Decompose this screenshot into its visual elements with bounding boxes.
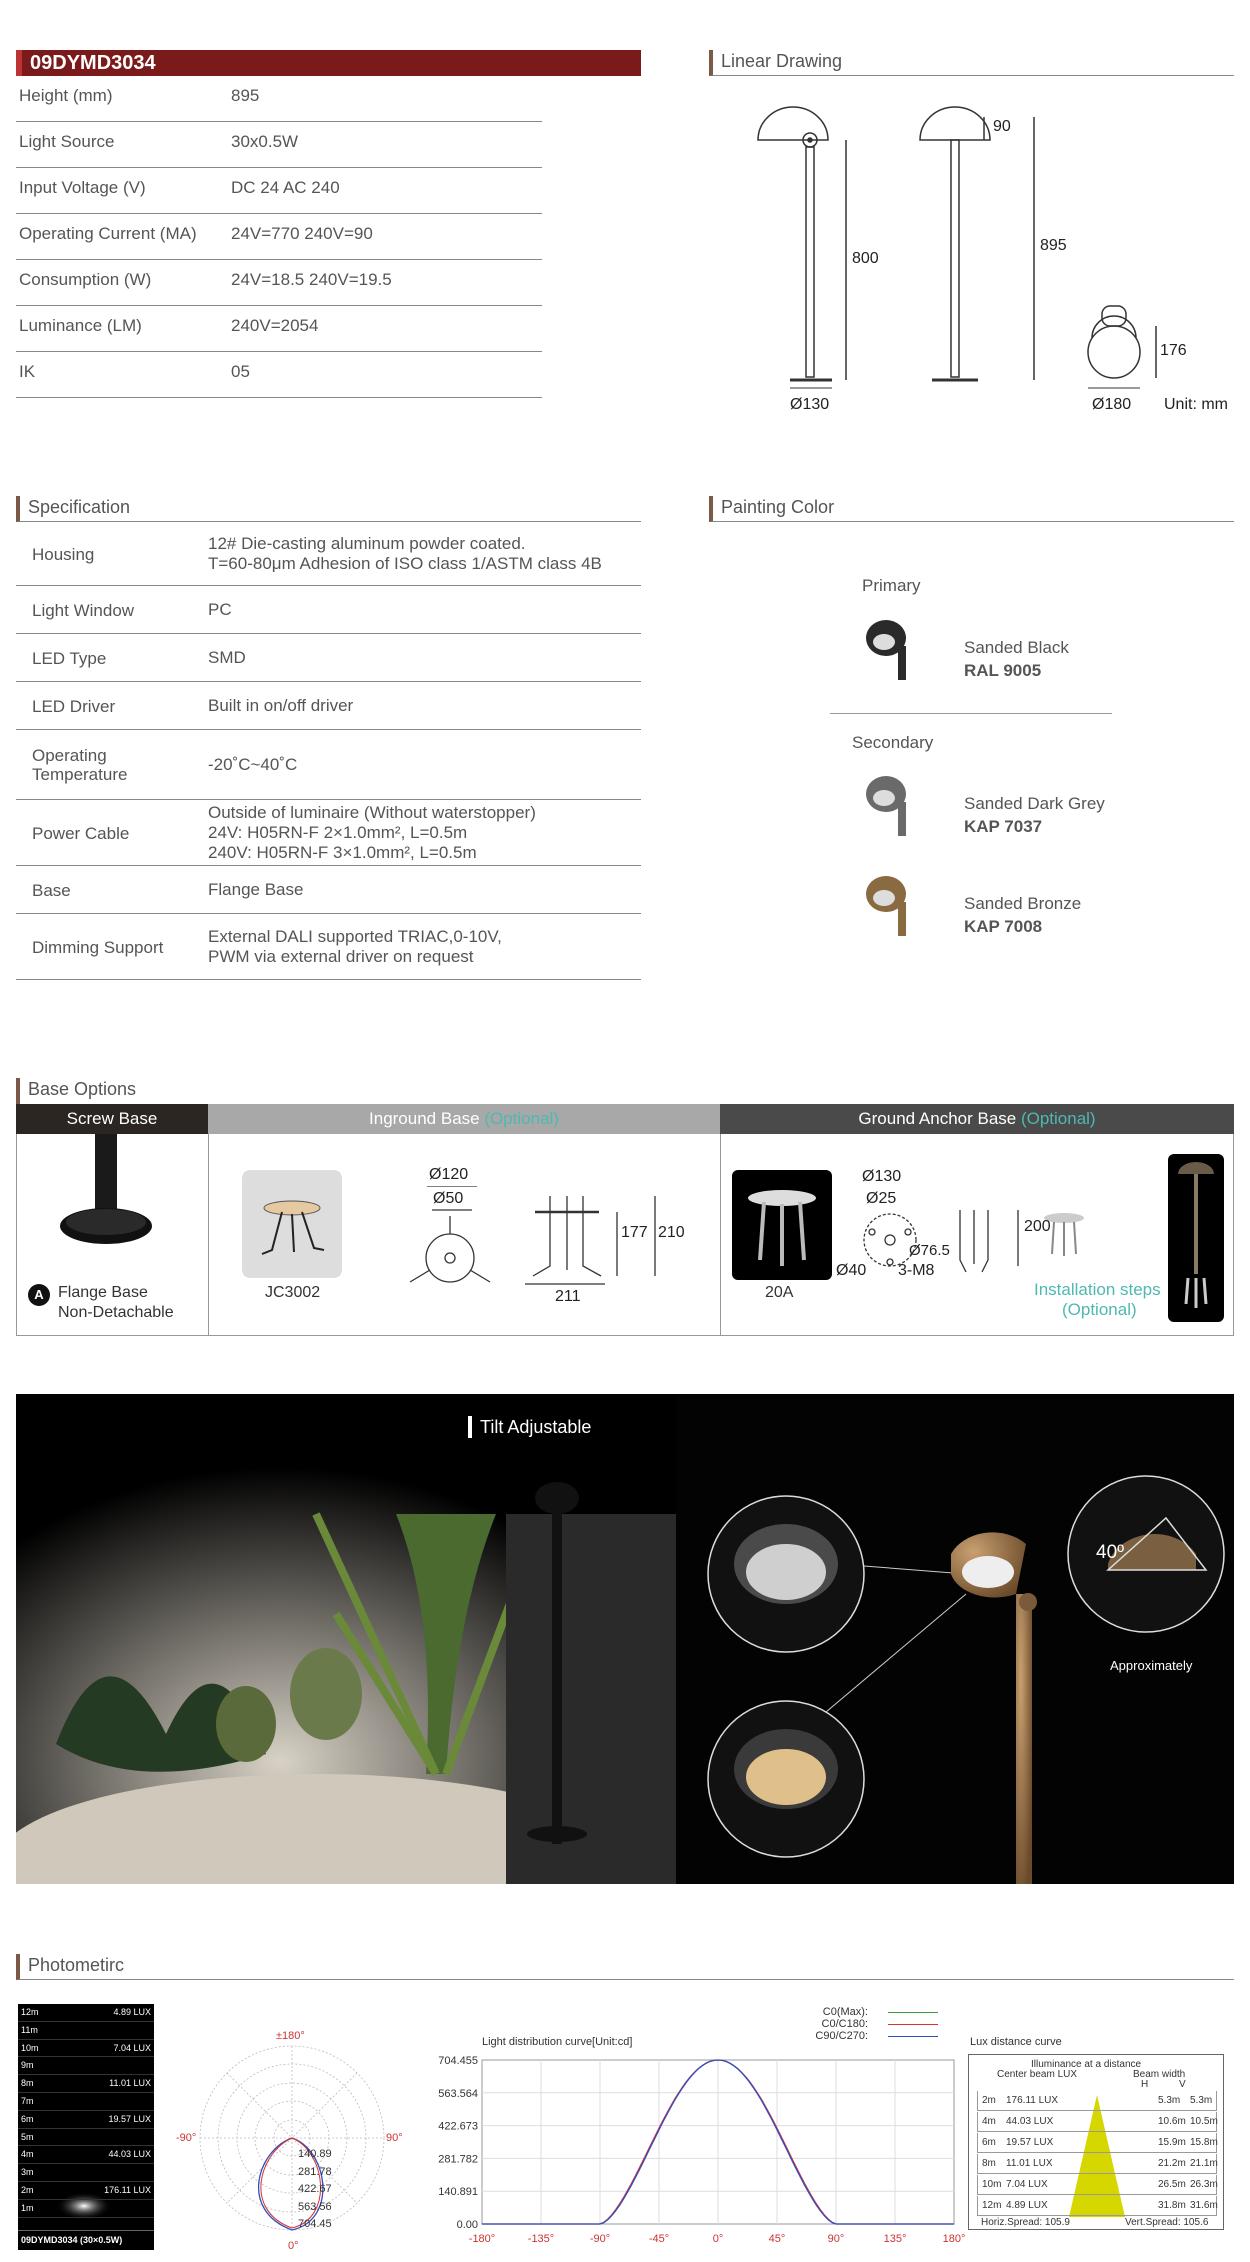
- spec-key: Height (mm): [19, 86, 113, 105]
- y-tick: 140.891: [438, 2186, 478, 2199]
- isolux-value: 19.57 LUX: [108, 2113, 151, 2124]
- ig-d120: Ø120: [429, 1166, 469, 1183]
- color-code: KAP 7037: [964, 817, 1043, 836]
- tilt-approx: Approximately: [1110, 1658, 1193, 1673]
- beam-label: Beam width: [1133, 2069, 1186, 2080]
- specification-key: Operating Temperature: [32, 746, 128, 784]
- specification-title: [16, 496, 641, 522]
- ig-h210: 210: [658, 1224, 685, 1241]
- legend-line: [888, 2012, 938, 2013]
- x-tick: -90°: [589, 2233, 611, 2245]
- lux-row: [977, 2175, 1217, 2195]
- dim-176: 176: [1160, 342, 1187, 359]
- polar-top: ±180°: [276, 2030, 305, 2042]
- ig-d50: Ø50: [433, 1190, 464, 1207]
- ground-anchor-header: [720, 1104, 1234, 1134]
- specification-row: [16, 914, 641, 980]
- spec-row: [16, 168, 542, 214]
- color-swatch-fixture: [862, 772, 922, 842]
- isolux-distance: 8m: [21, 2078, 34, 2089]
- inground-label: Inground Base: [369, 1109, 485, 1128]
- spec-key: Consumption (W): [19, 270, 152, 289]
- polar-value: 422.67: [298, 2183, 332, 2195]
- spec-key: IK: [19, 362, 36, 381]
- spec-value: 05: [231, 362, 250, 381]
- painting-divider: [830, 713, 1112, 714]
- lux-cell: 10.6m: [1158, 2116, 1186, 2127]
- photometric-title-text: Photometirc: [28, 1955, 125, 1975]
- tilt-title: Tilt Adjustable: [468, 1416, 591, 1438]
- jc3002-label: JC3002: [265, 1284, 321, 1301]
- lux-cell: 5.3m: [1190, 2095, 1213, 2106]
- ga-d765: Ø76.5: [909, 1242, 950, 1259]
- lux-cell: 6m: [982, 2137, 996, 2148]
- y-tick: 422.673: [438, 2120, 478, 2133]
- dim-180: Ø180: [1092, 396, 1132, 413]
- spec-row: [16, 122, 542, 168]
- lux-cell: 176.11 LUX: [1006, 2095, 1059, 2106]
- legend-entry: C0/C180:: [821, 2018, 868, 2030]
- color-swatch-fixture: [862, 872, 922, 942]
- col-divider-2: [720, 1134, 721, 1336]
- ga-d25: Ø25: [866, 1190, 897, 1207]
- center-label: Center beam LUX: [997, 2069, 1078, 2080]
- isolux-distance: 4m: [21, 2149, 34, 2160]
- lux-cell: 5.3m: [1158, 2095, 1181, 2106]
- lux-cell: 4.89 LUX: [1006, 2200, 1048, 2211]
- lux-cell: 7.04 LUX: [1006, 2179, 1048, 2190]
- specification-row: [16, 866, 641, 914]
- garden-scene: [16, 1394, 1234, 1884]
- col-divider-1: [208, 1134, 209, 1336]
- color-name: Sanded Black: [964, 638, 1069, 657]
- isolux-distance: 2m: [21, 2185, 34, 2195]
- color-name: Sanded Bronze: [964, 894, 1082, 913]
- polar-left: -90°: [176, 2132, 197, 2144]
- lux-cell: 19.57 LUX: [1006, 2137, 1054, 2148]
- lux-row: [977, 2133, 1217, 2153]
- legend-entry: C0(Max):: [822, 2006, 868, 2018]
- model-header: [16, 50, 641, 76]
- dim-130: Ø130: [790, 396, 830, 413]
- legend-line: [888, 2036, 938, 2037]
- spec-value: DC 24 AC 240: [231, 178, 340, 197]
- specification-row: [16, 730, 641, 800]
- lux-row: [977, 2196, 1217, 2216]
- spec-row: [16, 214, 542, 260]
- color-code: RAL 9005: [964, 661, 1042, 680]
- base-options-title-text: Base Options: [28, 1079, 137, 1099]
- spec-key: Luminance (LM): [19, 316, 142, 335]
- polar-value: 140.89: [298, 2148, 332, 2160]
- linear-drawing: [740, 100, 1240, 430]
- install-optional: (Optional): [1062, 1300, 1137, 1319]
- isolux-caption: 09DYMD3034 (30×0.5W): [18, 2230, 154, 2250]
- isolux-distance: 1m: [21, 2202, 34, 2213]
- ga-h200: 200: [1024, 1218, 1051, 1235]
- isolux-row: [18, 2093, 154, 2111]
- lux-cell: 31.6m: [1190, 2200, 1218, 2211]
- vspread: Vert.Spread: 105.6: [1125, 2217, 1209, 2228]
- anchor-20a-label: 20A: [765, 1284, 794, 1301]
- install-steps: Installation steps: [1034, 1280, 1161, 1299]
- photometric-title: [16, 1954, 1234, 1980]
- spec-value: 240V=2054: [231, 316, 319, 335]
- specification-key: Power Cable: [32, 823, 130, 843]
- specification-value: External DALI supported TRIAC,0-10V, PWM via external driver on request: [208, 927, 502, 966]
- isolux-value: 4.89 LUX: [113, 2007, 151, 2017]
- linear-drawing-title: [709, 50, 1234, 76]
- polar-right: 90°: [386, 2132, 403, 2144]
- spec-value: 30x0.5W: [231, 132, 299, 151]
- isolux-row: [18, 2040, 154, 2058]
- inground-optional: (Optional): [484, 1109, 559, 1128]
- color-name: Sanded Dark Grey: [964, 794, 1105, 813]
- y-tick: 704.455: [438, 2055, 478, 2067]
- x-tick: 180°: [942, 2233, 966, 2245]
- lux-cell: 31.8m: [1158, 2200, 1186, 2211]
- base-options-title: [16, 1078, 1234, 1104]
- color-code: KAP 7008: [964, 917, 1043, 936]
- polar-bottom: 0°: [288, 2240, 299, 2252]
- x-tick: -135°: [527, 2233, 555, 2245]
- secondary-label: Secondary: [852, 733, 934, 752]
- spec-row: [16, 260, 542, 306]
- polar-value: 704.45: [298, 2218, 332, 2230]
- polar-value: 563.56: [298, 2200, 332, 2213]
- specification-value: Outside of luminaire (Without waterstopper) 24V: H05RN-F 2×1.0mm², L=0.5m 240V: H05RN-F 3×1.0mm², L=0.5m: [208, 803, 536, 862]
- spec-key: Operating Current (MA): [19, 224, 197, 243]
- x-tick: 45°: [768, 2233, 786, 2245]
- isolux-row: [18, 2129, 154, 2147]
- lux-table-box: [968, 2054, 1224, 2230]
- lux-cell: 8m: [982, 2158, 996, 2169]
- ill-title: Illuminance at a distance: [1031, 2059, 1142, 2070]
- spec-value: 24V=18.5 240V=19.5: [231, 270, 392, 289]
- painting-title-text: Painting Color: [721, 497, 835, 517]
- tilt-adjustable-banner: [16, 1394, 1234, 1884]
- isolux-distance: 9m: [21, 2060, 34, 2071]
- isolux-distance: 10m: [21, 2042, 39, 2053]
- specification-key: Light Window: [32, 600, 135, 620]
- dim-90: 90: [993, 118, 1011, 135]
- primary-label: Primary: [862, 576, 921, 595]
- dim-800: 800: [852, 250, 879, 267]
- distribution-chart: [430, 2054, 970, 2254]
- specification-row: [16, 586, 641, 634]
- specification-row: [16, 522, 641, 586]
- isolux-row: [18, 2022, 154, 2040]
- legend-line: [888, 2024, 938, 2025]
- x-tick: 0°: [712, 2233, 724, 2245]
- y-tick: 0.00: [456, 2219, 478, 2231]
- specification-key: Housing: [32, 544, 95, 564]
- isolux-row: [18, 2057, 154, 2075]
- specification-value: Built in on/off driver: [208, 696, 354, 715]
- jc3002-image: [242, 1170, 342, 1278]
- inground-base-header: [208, 1104, 720, 1134]
- lux-cell: 26.5m: [1158, 2179, 1186, 2190]
- specification-key: LED Driver: [32, 696, 116, 716]
- lux-cell: 15.8m: [1190, 2137, 1218, 2148]
- isolux-distance: 5m: [21, 2131, 34, 2142]
- screw-base-header: [16, 1104, 208, 1134]
- isolux-row: [18, 2146, 154, 2164]
- curve-title: Light distribution curve[Unit:cd]: [482, 2036, 633, 2048]
- tilt-angle: 40º: [1096, 1542, 1125, 1563]
- flange-base-image: [50, 1134, 170, 1254]
- anchor-20a-image: [732, 1170, 832, 1280]
- h-label: H: [1141, 2079, 1149, 2090]
- x-tick: -45°: [648, 2233, 670, 2245]
- isolux-value: 7.04 LUX: [113, 2042, 151, 2053]
- badge-a: A: [28, 1284, 50, 1306]
- ga-bolt: 3-M8: [898, 1262, 935, 1279]
- y-tick: 563.564: [438, 2087, 478, 2100]
- lux-cell: 2m: [982, 2095, 996, 2106]
- spec-value: 895: [231, 86, 260, 105]
- ig-h177: 177: [621, 1224, 648, 1241]
- spec-row: [16, 76, 542, 122]
- hspread: Horiz.Spread: 105.9: [981, 2217, 1070, 2228]
- lux-title: Lux distance curve: [970, 2036, 1062, 2048]
- spec-row: [16, 306, 542, 352]
- isolux-distance: 3m: [21, 2167, 34, 2178]
- isolux-distance: 11m: [21, 2024, 38, 2035]
- specification-key: Base: [32, 880, 71, 900]
- spec-row: [16, 352, 542, 398]
- x-tick: 90°: [827, 2233, 845, 2245]
- lux-cell: 21.2m: [1158, 2158, 1186, 2169]
- isolux-row: [18, 2182, 154, 2200]
- lux-cell: 26.3m: [1190, 2179, 1218, 2190]
- isolux-chart: [18, 2004, 154, 2250]
- ga-d130: Ø130: [862, 1168, 902, 1185]
- install-image: [1168, 1154, 1224, 1322]
- lux-row: [977, 2091, 1217, 2111]
- ground-anchor-optional: (Optional): [1020, 1109, 1096, 1128]
- y-tick: 281.782: [438, 2153, 478, 2166]
- specification-key: LED Type: [32, 648, 107, 668]
- x-tick: -180°: [468, 2233, 496, 2245]
- polar-value: 281.78: [298, 2165, 332, 2178]
- specification-value: Flange Base: [208, 880, 304, 899]
- isolux-value: 176.11 LUX: [104, 2185, 151, 2195]
- isolux-value: 44.03 LUX: [108, 2149, 151, 2160]
- isolux-row: [18, 2075, 154, 2093]
- screw-base-label: Screw Base: [66, 1109, 158, 1128]
- lux-cell: 10m: [982, 2179, 1002, 2190]
- specification-row: [16, 634, 641, 682]
- dim-895: 895: [1040, 237, 1067, 254]
- lux-cell: 12m: [982, 2200, 1002, 2211]
- isolux-distance: 6m: [21, 2113, 34, 2124]
- lux-cell: 44.03 LUX: [1006, 2116, 1054, 2127]
- lux-cell: 4m: [982, 2116, 996, 2127]
- specification-value: -20˚C~40˚C: [208, 755, 298, 774]
- specification-row: [16, 682, 641, 730]
- specification-value: PC: [208, 600, 232, 619]
- ig-w211: 211: [555, 1288, 581, 1305]
- isolux-distance: 12m: [21, 2007, 39, 2017]
- lux-cell: 10.5m: [1190, 2116, 1218, 2127]
- model-name: 09DYMD3034: [30, 52, 156, 74]
- x-tick: 135°: [883, 2233, 907, 2245]
- specification-value: SMD: [208, 648, 246, 667]
- ga-d40: Ø40: [836, 1262, 867, 1279]
- lux-cell: 11.01 LUX: [1006, 2158, 1053, 2169]
- painting-title: [709, 496, 1234, 522]
- isolux-row: [18, 2004, 154, 2022]
- color-swatch-fixture: [862, 616, 922, 686]
- lux-cell: 15.9m: [1158, 2137, 1186, 2148]
- specification-key: Dimming Support: [32, 937, 164, 957]
- specification-row: [16, 800, 641, 866]
- specification-title-text: Specification: [28, 497, 131, 517]
- unit-label: Unit: mm: [1164, 396, 1228, 413]
- lux-cell: 21.1m: [1190, 2158, 1218, 2169]
- isolux-distance: 7m: [21, 2096, 34, 2106]
- isolux-row: [18, 2200, 154, 2218]
- spec-key: Input Voltage (V): [19, 178, 146, 197]
- spec-key: Light Source: [19, 132, 115, 151]
- isolux-row: [18, 2111, 154, 2129]
- lux-row: [977, 2154, 1217, 2174]
- isolux-row: [18, 2164, 154, 2182]
- spec-value: 24V=770 240V=90: [231, 224, 373, 243]
- flange-label-1: Flange Base: [58, 1284, 148, 1301]
- specification-value: 12# Die-casting aluminum powder coated. T=60-80μm Adhesion of ISO class 1/ASTM class 4B: [208, 534, 602, 573]
- linear-drawing-title-text: Linear Drawing: [721, 51, 843, 71]
- lux-row: [977, 2112, 1217, 2132]
- ground-anchor-label: Ground Anchor Base: [858, 1109, 1021, 1128]
- isolux-value: 11.01 LUX: [109, 2078, 151, 2089]
- v-label: V: [1179, 2079, 1186, 2090]
- legend-entry: C90/C270:: [815, 2030, 868, 2042]
- flange-label-2: Non-Detachable: [58, 1304, 174, 1321]
